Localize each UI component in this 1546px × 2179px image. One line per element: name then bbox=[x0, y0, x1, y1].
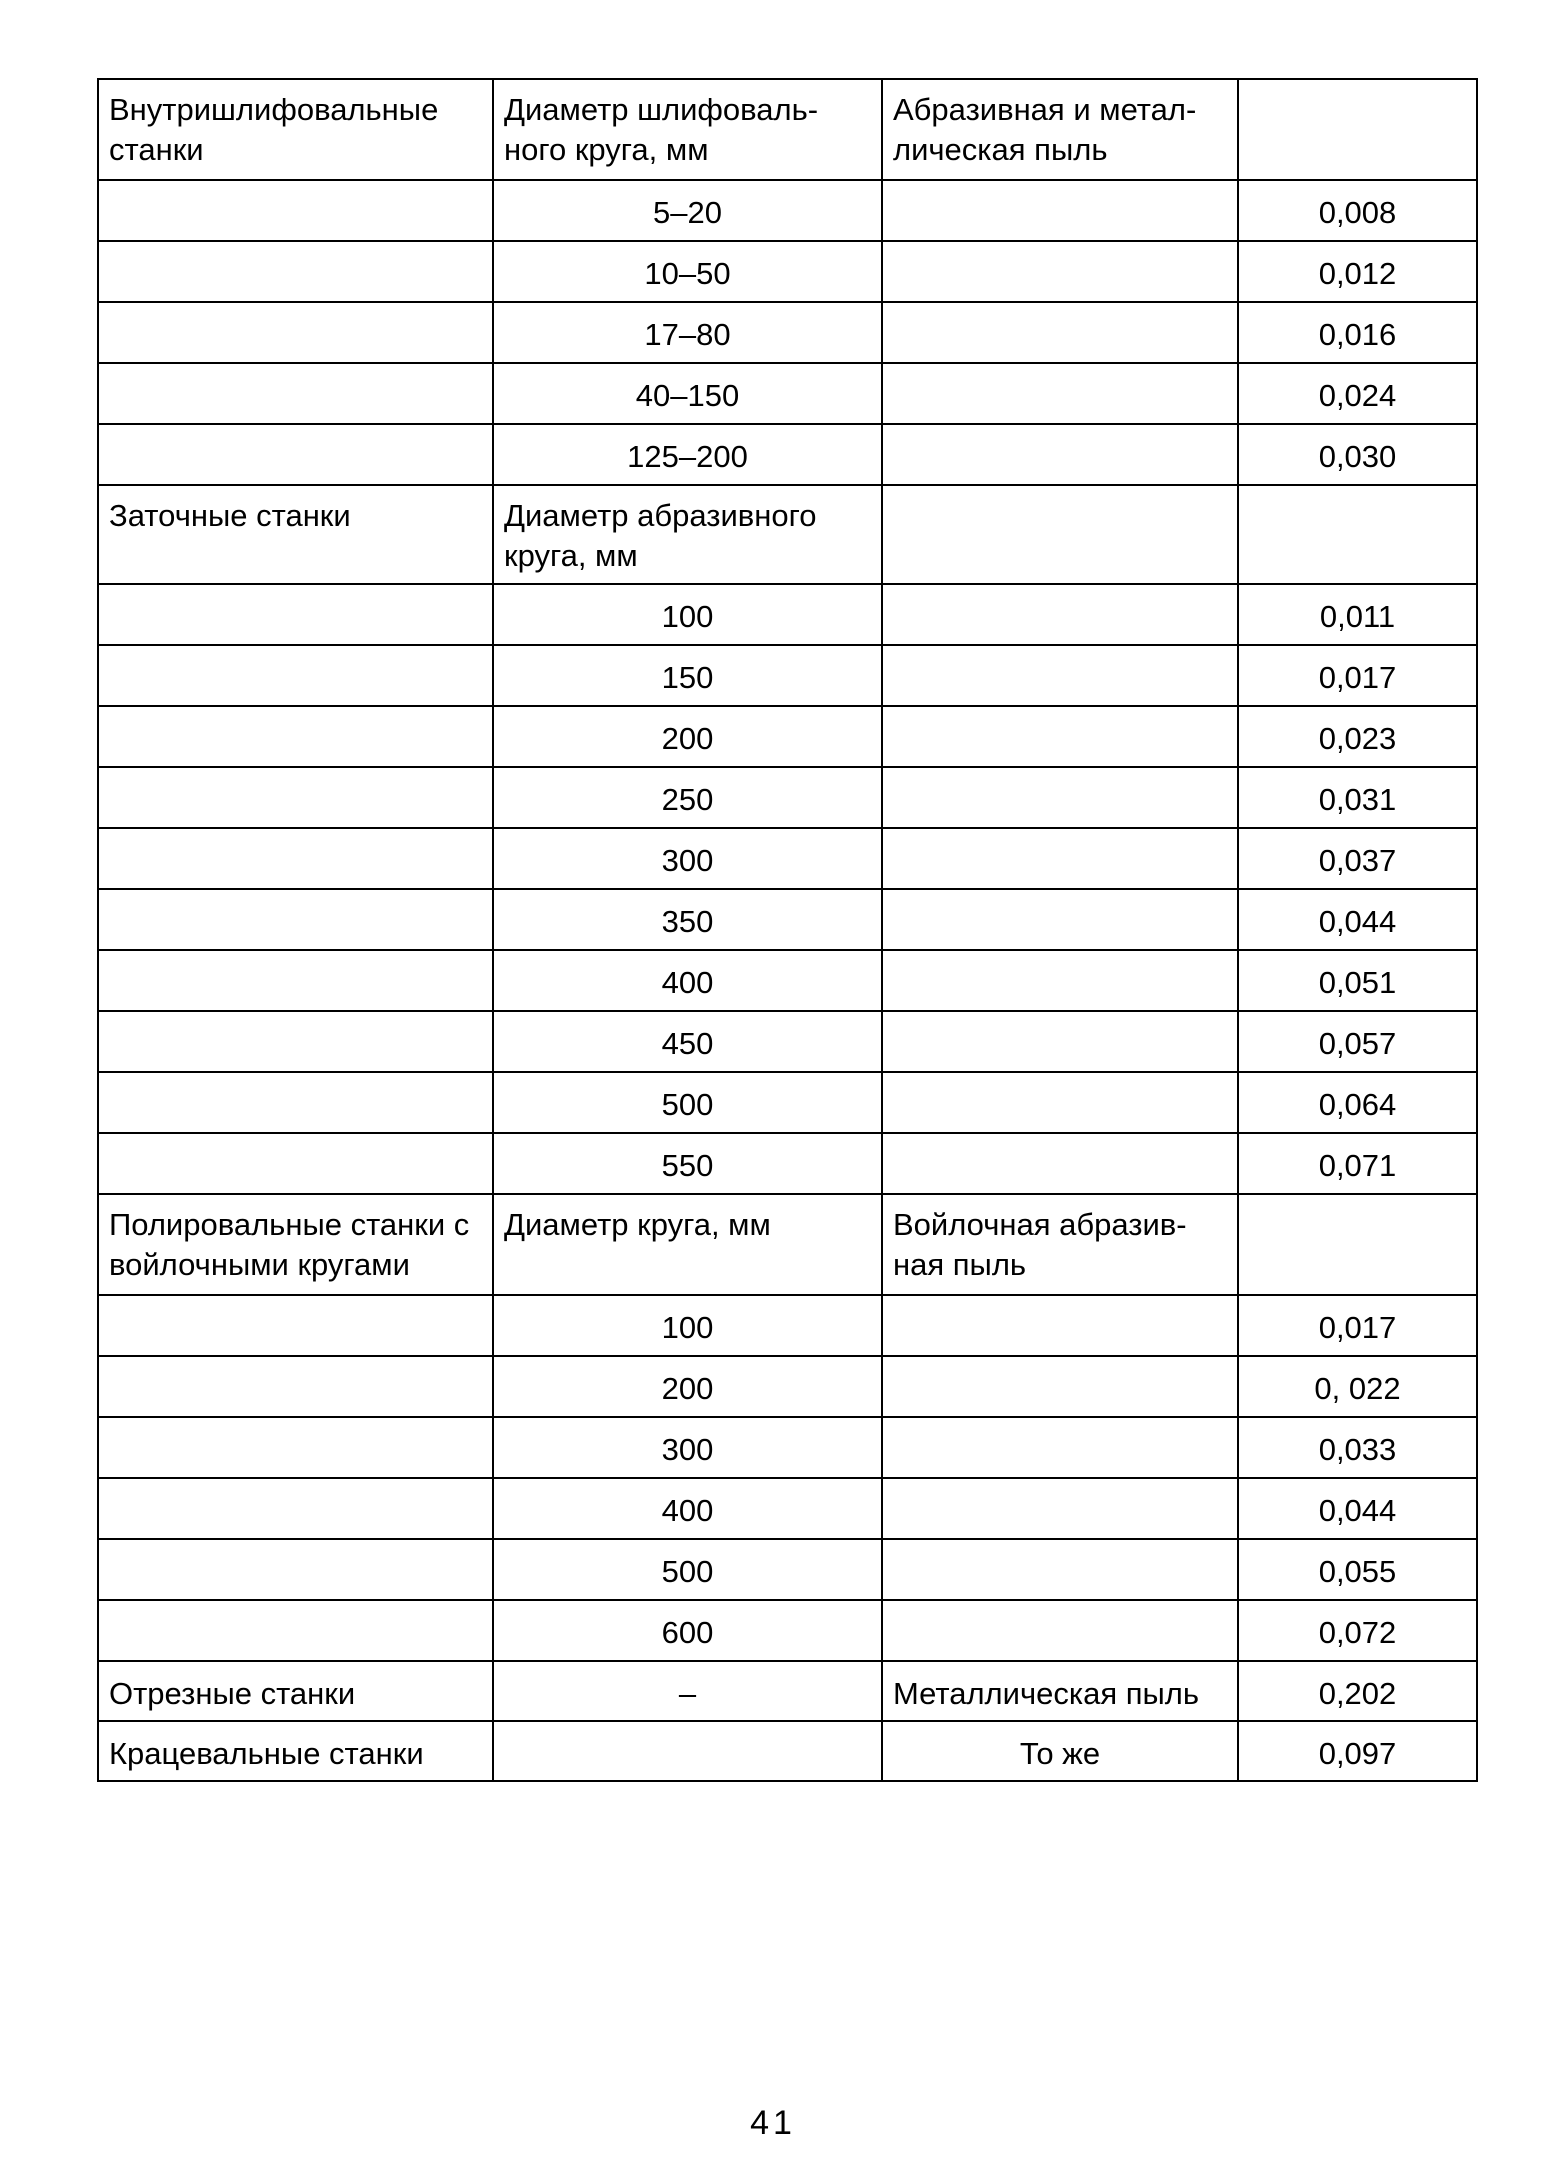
size-cell: 100 bbox=[493, 1295, 882, 1356]
dust-type-cell: Абразивная и метал-лическая пыль bbox=[882, 79, 1238, 180]
dust-type-cell bbox=[882, 1072, 1238, 1133]
value-cell bbox=[1238, 485, 1477, 584]
size-cell: 500 bbox=[493, 1539, 882, 1600]
dust-type-cell: Металлическая пыль bbox=[882, 1661, 1238, 1721]
dust-type-cell bbox=[882, 950, 1238, 1011]
parameter-cell: Диаметр шлифоваль-ного круга, мм bbox=[493, 79, 882, 180]
machine-type-cell: Полировальные станки с войлочными кругами bbox=[98, 1194, 493, 1295]
group-header-row bbox=[98, 1194, 1477, 1295]
machine-type-cell bbox=[98, 424, 493, 485]
value-cell: 0,012 bbox=[1238, 241, 1477, 302]
table-row bbox=[98, 828, 1477, 889]
value-cell: 0,017 bbox=[1238, 645, 1477, 706]
machine-type-cell bbox=[98, 1133, 493, 1194]
size-cell: 17–80 bbox=[493, 302, 882, 363]
dust-type-cell bbox=[882, 584, 1238, 645]
value-cell: 0,044 bbox=[1238, 1478, 1477, 1539]
machine-type-cell bbox=[98, 1417, 493, 1478]
machine-type-cell bbox=[98, 1478, 493, 1539]
size-cell: 125–200 bbox=[493, 424, 882, 485]
dust-type-cell bbox=[882, 889, 1238, 950]
value-cell: 0,202 bbox=[1238, 1661, 1477, 1721]
dust-type-cell bbox=[882, 1295, 1238, 1356]
value-cell: 0,097 bbox=[1238, 1721, 1477, 1781]
dust-type-cell bbox=[882, 424, 1238, 485]
table-row bbox=[98, 950, 1477, 1011]
machine-type-cell bbox=[98, 828, 493, 889]
size-cell: 500 bbox=[493, 1072, 882, 1133]
machine-type-cell bbox=[98, 1539, 493, 1600]
value-cell: 0,055 bbox=[1238, 1539, 1477, 1600]
value-cell: 0,024 bbox=[1238, 363, 1477, 424]
table-row bbox=[98, 1600, 1477, 1661]
value-cell: 0,071 bbox=[1238, 1133, 1477, 1194]
size-cell bbox=[493, 1721, 882, 1781]
size-cell: 200 bbox=[493, 1356, 882, 1417]
machine-type-cell bbox=[98, 1295, 493, 1356]
group-header-row bbox=[98, 485, 1477, 584]
table-row bbox=[98, 1295, 1477, 1356]
table-row bbox=[98, 645, 1477, 706]
table-row bbox=[98, 241, 1477, 302]
dust-type-cell bbox=[882, 1539, 1238, 1600]
value-cell: 0,008 bbox=[1238, 180, 1477, 241]
size-cell: 150 bbox=[493, 645, 882, 706]
value-cell: 0,051 bbox=[1238, 950, 1477, 1011]
dust-type-cell bbox=[882, 828, 1238, 889]
table-row bbox=[98, 889, 1477, 950]
machine-type-cell bbox=[98, 767, 493, 828]
dust-type-cell bbox=[882, 767, 1238, 828]
table-row bbox=[98, 363, 1477, 424]
machine-type-cell bbox=[98, 1356, 493, 1417]
dust-type-cell bbox=[882, 1356, 1238, 1417]
size-cell: 40–150 bbox=[493, 363, 882, 424]
machine-type-cell: Отрезные станки bbox=[98, 1661, 493, 1721]
dust-type-cell bbox=[882, 363, 1238, 424]
value-cell: 0, 022 bbox=[1238, 1356, 1477, 1417]
machine-type-cell bbox=[98, 950, 493, 1011]
dust-emission-table bbox=[97, 78, 1478, 1782]
machine-type-cell bbox=[98, 645, 493, 706]
dust-type-cell bbox=[882, 1133, 1238, 1194]
table-row bbox=[98, 767, 1477, 828]
value-cell: 0,057 bbox=[1238, 1011, 1477, 1072]
size-cell: 100 bbox=[493, 584, 882, 645]
dust-type-cell: То же bbox=[882, 1721, 1238, 1781]
machine-type-cell bbox=[98, 302, 493, 363]
table-row bbox=[98, 1011, 1477, 1072]
table-row bbox=[98, 1539, 1477, 1600]
value-cell: 0,064 bbox=[1238, 1072, 1477, 1133]
value-cell: 0,044 bbox=[1238, 889, 1477, 950]
value-cell bbox=[1238, 79, 1477, 180]
machine-type-cell: Заточные станки bbox=[98, 485, 493, 584]
machine-type-cell bbox=[98, 1072, 493, 1133]
machine-type-cell bbox=[98, 889, 493, 950]
value-cell: 0,031 bbox=[1238, 767, 1477, 828]
group-header-row bbox=[98, 79, 1477, 180]
table-row bbox=[98, 584, 1477, 645]
machine-type-cell bbox=[98, 1600, 493, 1661]
dust-type-cell bbox=[882, 1417, 1238, 1478]
machine-type-cell bbox=[98, 180, 493, 241]
machine-type-cell: Крацевальные станки bbox=[98, 1721, 493, 1781]
size-cell: 600 bbox=[493, 1600, 882, 1661]
size-cell: 550 bbox=[493, 1133, 882, 1194]
value-cell: 0,072 bbox=[1238, 1600, 1477, 1661]
dust-type-cell: Войлочная абразив-ная пыль bbox=[882, 1194, 1238, 1295]
value-cell: 0,033 bbox=[1238, 1417, 1477, 1478]
size-cell: 400 bbox=[493, 1478, 882, 1539]
table-row bbox=[98, 1661, 1477, 1721]
machine-type-cell bbox=[98, 241, 493, 302]
machine-type-cell: Внутришлифовальные станки bbox=[98, 79, 493, 180]
table-row bbox=[98, 1133, 1477, 1194]
value-cell: 0,016 bbox=[1238, 302, 1477, 363]
dust-type-cell bbox=[882, 180, 1238, 241]
machine-type-cell bbox=[98, 584, 493, 645]
dust-type-cell bbox=[882, 302, 1238, 363]
size-cell: 200 bbox=[493, 706, 882, 767]
size-cell: 300 bbox=[493, 1417, 882, 1478]
size-cell: – bbox=[493, 1661, 882, 1721]
dust-type-cell bbox=[882, 241, 1238, 302]
machine-type-cell bbox=[98, 706, 493, 767]
size-cell: 10–50 bbox=[493, 241, 882, 302]
machine-type-cell bbox=[98, 1011, 493, 1072]
value-cell: 0,017 bbox=[1238, 1295, 1477, 1356]
table-row bbox=[98, 424, 1477, 485]
table-row bbox=[98, 1417, 1477, 1478]
table-row bbox=[98, 1478, 1477, 1539]
table-row bbox=[98, 706, 1477, 767]
dust-type-cell bbox=[882, 645, 1238, 706]
value-cell: 0,030 bbox=[1238, 424, 1477, 485]
parameter-cell: Диаметр абразивного круга, мм bbox=[493, 485, 882, 584]
table-row bbox=[98, 180, 1477, 241]
machine-type-cell bbox=[98, 363, 493, 424]
dust-type-cell bbox=[882, 1478, 1238, 1539]
dust-type-cell bbox=[882, 485, 1238, 584]
size-cell: 400 bbox=[493, 950, 882, 1011]
table-row bbox=[98, 302, 1477, 363]
value-cell: 0,023 bbox=[1238, 706, 1477, 767]
size-cell: 300 bbox=[493, 828, 882, 889]
size-cell: 250 bbox=[493, 767, 882, 828]
value-cell: 0,011 bbox=[1238, 584, 1477, 645]
dust-type-cell bbox=[882, 1600, 1238, 1661]
dust-type-cell bbox=[882, 706, 1238, 767]
size-cell: 450 bbox=[493, 1011, 882, 1072]
table-row bbox=[98, 1721, 1477, 1781]
table-row bbox=[98, 1356, 1477, 1417]
dust-type-cell bbox=[882, 1011, 1238, 1072]
size-cell: 5–20 bbox=[493, 180, 882, 241]
page-number: 41 bbox=[750, 2104, 796, 2142]
table-row bbox=[98, 1072, 1477, 1133]
value-cell bbox=[1238, 1194, 1477, 1295]
size-cell: 350 bbox=[493, 889, 882, 950]
parameter-cell: Диаметр круга, мм bbox=[493, 1194, 882, 1295]
value-cell: 0,037 bbox=[1238, 828, 1477, 889]
